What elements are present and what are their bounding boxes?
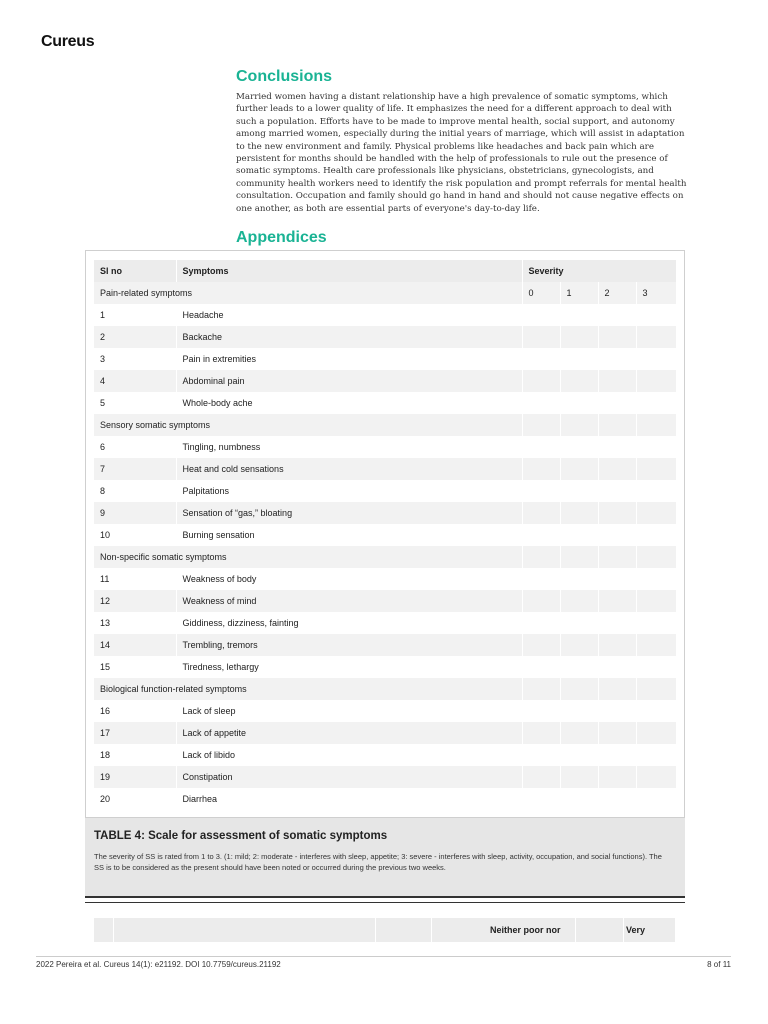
- severity-cell: [522, 744, 560, 766]
- table-row: [94, 744, 676, 766]
- severity-cell: [560, 458, 598, 480]
- group-row: [94, 282, 676, 304]
- next-table-cell: [94, 918, 114, 942]
- severity-cell: [636, 414, 676, 436]
- severity-cell: [522, 766, 560, 788]
- row-number: 18: [94, 744, 176, 766]
- row-number: 7: [94, 458, 176, 480]
- row-symptom: Whole-body ache: [176, 392, 522, 414]
- severity-cell: [598, 414, 636, 436]
- severity-cell: [636, 612, 676, 634]
- row-number: 4: [94, 370, 176, 392]
- severity-cell: [522, 348, 560, 370]
- table-row: [94, 370, 676, 392]
- severity-cell: [598, 656, 636, 678]
- severity-cell: [598, 326, 636, 348]
- severity-cell: [598, 788, 636, 810]
- severity-cell: [522, 304, 560, 326]
- header-sl-no: Sl no: [94, 260, 176, 282]
- journal-logo: Cureus: [41, 33, 95, 50]
- severity-cell: [560, 392, 598, 414]
- severity-cell: [598, 590, 636, 612]
- severity-cell: [560, 480, 598, 502]
- severity-cell: [636, 348, 676, 370]
- severity-cell: [560, 348, 598, 370]
- severity-cell: [560, 788, 598, 810]
- severity-cell: [522, 480, 560, 502]
- appendices-heading: Appendices: [236, 229, 327, 246]
- table-row: [94, 590, 676, 612]
- table-row: [94, 656, 676, 678]
- severity-cell: [598, 744, 636, 766]
- row-number: 14: [94, 634, 176, 656]
- row-symptom: Heat and cold sensations: [176, 458, 522, 480]
- row-number: 19: [94, 766, 176, 788]
- severity-cell: [560, 700, 598, 722]
- severity-cell: [636, 304, 676, 326]
- severity-cell: [636, 590, 676, 612]
- severity-cell: [522, 502, 560, 524]
- severity-cell: [522, 436, 560, 458]
- severity-cell: [522, 700, 560, 722]
- next-table-header-neither: Neither poor nor: [432, 918, 576, 942]
- row-number: 12: [94, 590, 176, 612]
- table-row: [94, 304, 676, 326]
- severity-cell: [560, 414, 598, 436]
- row-number: 17: [94, 722, 176, 744]
- table-body: [94, 282, 676, 810]
- severity-cell: [522, 722, 560, 744]
- severity-cell: [636, 722, 676, 744]
- severity-cell: [636, 634, 676, 656]
- severity-cell: [598, 392, 636, 414]
- severity-cell: [598, 634, 636, 656]
- group-row: [94, 546, 676, 568]
- row-number: 3: [94, 348, 176, 370]
- severity-cell: [636, 326, 676, 348]
- row-number: 9: [94, 502, 176, 524]
- conclusions-paragraph: Married women having a distant relationship have a high prevalence of somatic symptoms, which further leads to a lower quality of life. It emphasizes the need for a different approach to deal with such a population. Efforts have to be made to improve mental health, social support, and autonomy among married women, especially during the initial years of marriage, which will assist in adaptation to the new environment and family. Physical problems like headaches and back pain which are persistent for months should be handled with the help of professionals to rule out the presence of somatic symptoms. Health care professionals like physicians, obstetricians, gynecologists, and community health workers need to identify the risk population and prompt referrals for mental health consultation. Occupation and family should go hand in hand and should not cause negative effects on one another, as both are essential parts of everyone's day-to-day life.: [236, 92, 687, 214]
- severity-cell: [560, 568, 598, 590]
- group-row: [94, 678, 676, 700]
- conclusions-heading: Conclusions: [236, 68, 333, 85]
- row-symptom: Tiredness, lethargy: [176, 656, 522, 678]
- severity-cell: [598, 678, 636, 700]
- severity-cell: [598, 458, 636, 480]
- next-table-cell: [376, 918, 432, 942]
- footer-citation: 2022 Pereira et al. Cureus 14(1): e21192. DOI 10.7759/cureus.21192: [36, 960, 281, 969]
- header-symptoms: Symptoms: [176, 260, 522, 282]
- severity-cell: [598, 612, 636, 634]
- row-symptom: Sensation of “gas,” bloating: [176, 502, 522, 524]
- severity-level-label: 0: [522, 282, 560, 304]
- severity-cell: [636, 436, 676, 458]
- severity-cell: [598, 304, 636, 326]
- row-symptom: Abdominal pain: [176, 370, 522, 392]
- somatic-symptom-table: [94, 260, 677, 810]
- severity-cell: [636, 458, 676, 480]
- table-row: [94, 458, 676, 480]
- row-symptom: Weakness of mind: [176, 590, 522, 612]
- severity-cell: [636, 524, 676, 546]
- table-row: [94, 524, 676, 546]
- severity-cell: [522, 656, 560, 678]
- header-severity: Severity: [522, 260, 676, 282]
- row-symptom: Lack of sleep: [176, 700, 522, 722]
- severity-cell: [560, 546, 598, 568]
- row-symptom: Tingling, numbness: [176, 436, 522, 458]
- table-row: [94, 326, 676, 348]
- severity-cell: [522, 568, 560, 590]
- table-row: [94, 502, 676, 524]
- row-number: 15: [94, 656, 176, 678]
- somatic-symptom-table-frame: [85, 250, 685, 818]
- severity-cell: [560, 722, 598, 744]
- row-number: 2: [94, 326, 176, 348]
- severity-cell: [522, 546, 560, 568]
- row-number: 6: [94, 436, 176, 458]
- severity-cell: [522, 392, 560, 414]
- table-row: [94, 480, 676, 502]
- severity-cell: [636, 678, 676, 700]
- row-number: 16: [94, 700, 176, 722]
- row-symptom: Giddiness, dizziness, fainting: [176, 612, 522, 634]
- severity-cell: [636, 370, 676, 392]
- table-row: [94, 568, 676, 590]
- severity-cell: [560, 370, 598, 392]
- row-number: 11: [94, 568, 176, 590]
- group-label: Non-specific somatic symptoms: [94, 546, 522, 568]
- table-caption-text: The severity of SS is rated from 1 to 3. (1: mild; 2: moderate - interferes with sleep, appetite; 3: severe - interferes with sleep, activity, occupation, and social functions). The SS is to be considered as the present should have been noted or occurred during the previous two weeks.: [94, 852, 662, 872]
- severity-cell: [522, 414, 560, 436]
- row-number: 20: [94, 788, 176, 810]
- table-caption-title: TABLE 4: Scale for assessment of somatic symptoms: [94, 830, 388, 842]
- row-symptom: Backache: [176, 326, 522, 348]
- severity-cell: [522, 524, 560, 546]
- severity-cell: [522, 634, 560, 656]
- severity-cell: [522, 326, 560, 348]
- next-table-cell: [114, 918, 376, 942]
- severity-cell: [560, 678, 598, 700]
- severity-cell: [598, 480, 636, 502]
- severity-cell: [598, 546, 636, 568]
- severity-cell: [598, 348, 636, 370]
- severity-cell: [636, 568, 676, 590]
- table-header-row: [94, 260, 676, 282]
- severity-cell: [522, 370, 560, 392]
- table-row: [94, 634, 676, 656]
- row-number: 5: [94, 392, 176, 414]
- table-row: [94, 348, 676, 370]
- severity-cell: [598, 568, 636, 590]
- table-row: [94, 700, 676, 722]
- row-number: 8: [94, 480, 176, 502]
- row-symptom: Trembling, tremors: [176, 634, 522, 656]
- severity-cell: [560, 634, 598, 656]
- row-symptom: Diarrhea: [176, 788, 522, 810]
- severity-cell: [560, 304, 598, 326]
- row-number: 1: [94, 304, 176, 326]
- severity-cell: [636, 656, 676, 678]
- row-symptom: Lack of appetite: [176, 722, 522, 744]
- severity-cell: [560, 436, 598, 458]
- severity-cell: [522, 458, 560, 480]
- row-symptom: Burning sensation: [176, 524, 522, 546]
- table-caption: [85, 818, 685, 898]
- table-row: [94, 766, 676, 788]
- table-row: [94, 612, 676, 634]
- row-symptom: Weakness of body: [176, 568, 522, 590]
- severity-cell: [636, 502, 676, 524]
- group-row: [94, 414, 676, 436]
- severity-cell: [560, 502, 598, 524]
- group-label: Sensory somatic symptoms: [94, 414, 522, 436]
- severity-cell: [522, 788, 560, 810]
- table-row: [94, 392, 676, 414]
- severity-cell: [598, 370, 636, 392]
- footer-page-number: 8 of 11: [707, 960, 731, 969]
- row-symptom: Constipation: [176, 766, 522, 788]
- row-symptom: Lack of libido: [176, 744, 522, 766]
- row-number: 10: [94, 524, 176, 546]
- severity-cell: [598, 524, 636, 546]
- severity-cell: [636, 744, 676, 766]
- severity-cell: [598, 722, 636, 744]
- severity-cell: [560, 656, 598, 678]
- row-symptom: Headache: [176, 304, 522, 326]
- next-table-header-row: [94, 918, 676, 942]
- severity-cell: [636, 546, 676, 568]
- table-row: [94, 788, 676, 810]
- next-table-preview: [85, 902, 685, 943]
- severity-cell: [522, 678, 560, 700]
- severity-cell: [522, 590, 560, 612]
- group-label: Pain-related symptoms: [94, 282, 522, 304]
- severity-cell: [598, 700, 636, 722]
- severity-cell: [598, 502, 636, 524]
- row-symptom: Palpitations: [176, 480, 522, 502]
- severity-cell: [560, 744, 598, 766]
- severity-cell: [560, 766, 598, 788]
- next-table-header-very: Very: [624, 918, 676, 942]
- severity-cell: [636, 392, 676, 414]
- severity-cell: [636, 788, 676, 810]
- severity-cell: [598, 436, 636, 458]
- severity-cell: [560, 590, 598, 612]
- row-symptom: Pain in extremities: [176, 348, 522, 370]
- severity-cell: [636, 700, 676, 722]
- severity-cell: [636, 766, 676, 788]
- severity-cell: [560, 612, 598, 634]
- row-number: 13: [94, 612, 176, 634]
- group-label: Biological function-related symptoms: [94, 678, 522, 700]
- next-table-cell: [576, 918, 624, 942]
- severity-cell: [522, 612, 560, 634]
- table-row: [94, 436, 676, 458]
- severity-cell: [560, 524, 598, 546]
- table-row: [94, 722, 676, 744]
- severity-level-label: 1: [560, 282, 598, 304]
- severity-level-label: 3: [636, 282, 676, 304]
- severity-cell: [560, 326, 598, 348]
- severity-cell: [636, 480, 676, 502]
- severity-cell: [598, 766, 636, 788]
- footer-divider: [36, 956, 731, 957]
- severity-level-label: 2: [598, 282, 636, 304]
